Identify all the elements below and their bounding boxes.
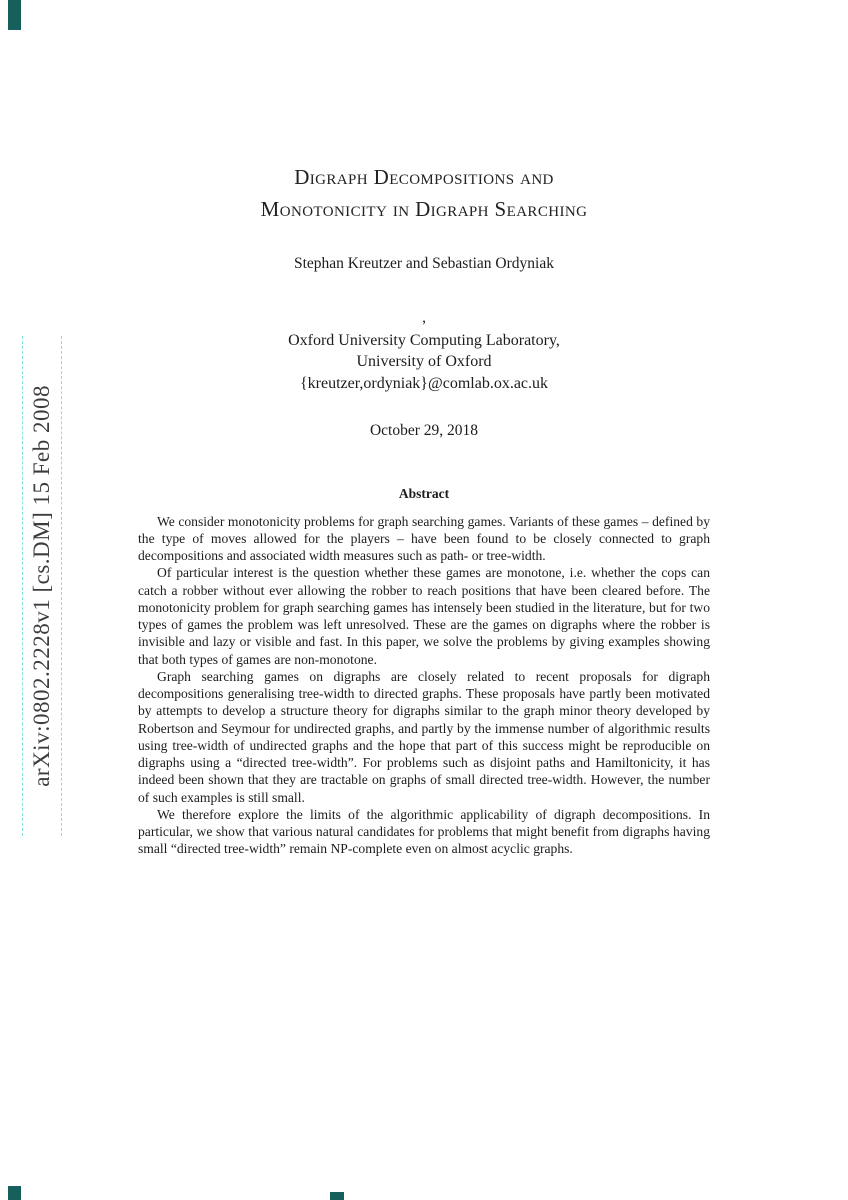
abstract-section [138, 486, 710, 858]
scan-corner-mark-bottom-left [8, 1186, 21, 1200]
affiliation-comma: , [422, 309, 426, 326]
paper-title-line2: Monotonicity in Digraph Searching [260, 196, 588, 221]
abstract-heading: Abstract [398, 485, 450, 501]
affiliation-block [0, 330, 848, 393]
abstract-paragraph: We therefore explore the limits of the algorithmic applicability of digraph decompositions. In particular, we show that various natural candidates for problems that might benefit from digraphs having small “directed tree-width” remain NP-complete even on almost acyclic graphs. [138, 806, 710, 857]
affiliation-university: University of Oxford [356, 353, 492, 371]
affiliation-lab: Oxford University Computing Laboratory, [288, 332, 560, 350]
scan-corner-mark-top-left [8, 0, 21, 30]
paper-title-line1: Digraph Decompositions and [294, 165, 554, 189]
paper-date: October 29, 2018 [369, 421, 479, 439]
abstract-paragraph: Graph searching games on digraphs are closely related to recent proposals for digraph decompositions generalising tree-width to directed graphs. These proposals have partly been motivated by attempts to develop a structure theory for digraphs similar to the graph minor theory developed by Robertson and Seymour for undirected graphs, and partly by the immense number of algorithmic results using tree-width of undirected graphs and the hope that part of this success might be reproducible on digraphs using a “directed tree-width”. For problems such as disjoint paths and Hamiltonicity, it has indeed been shown that they are tractable on graphs of small directed tree-width. However, the number of such examples is still small. [138, 668, 710, 805]
abstract-paragraph: We consider monotonicity problems for graph searching games. Variants of these games – defined by the type of moves allowed for the players – have been found to be closely connected to graph decompositions and associated width measures such as path- or tree-width. [138, 513, 710, 564]
arxiv-watermark-text: arXiv:0802.2228v1 [cs.DM] 15 Feb 2008 [29, 385, 54, 787]
arxiv-watermark-box [22, 336, 62, 836]
paper-title [0, 162, 848, 225]
authors-line: Stephan Kreutzer and Sebastian Ordyniak [294, 255, 554, 272]
scan-corner-mark-bottom-mid [330, 1192, 344, 1200]
affiliation-email: {kreutzer,ordyniak}@comlab.ox.ac.uk [299, 374, 549, 392]
abstract-paragraph: Of particular interest is the question whether these games are monotone, i.e. whether the cops can catch a robber without ever allowing the robber to reach positions that have been cleared before. The monotonicity problem for graph searching games has intensely been studied in the literature, but for two types of games the problem was left unresolved. These are the games on digraphs where the robber is invisible and lazy or visible and fast. In this paper, we solve the problems by giving examples showing that both types of games are non-monotone. [138, 565, 710, 667]
